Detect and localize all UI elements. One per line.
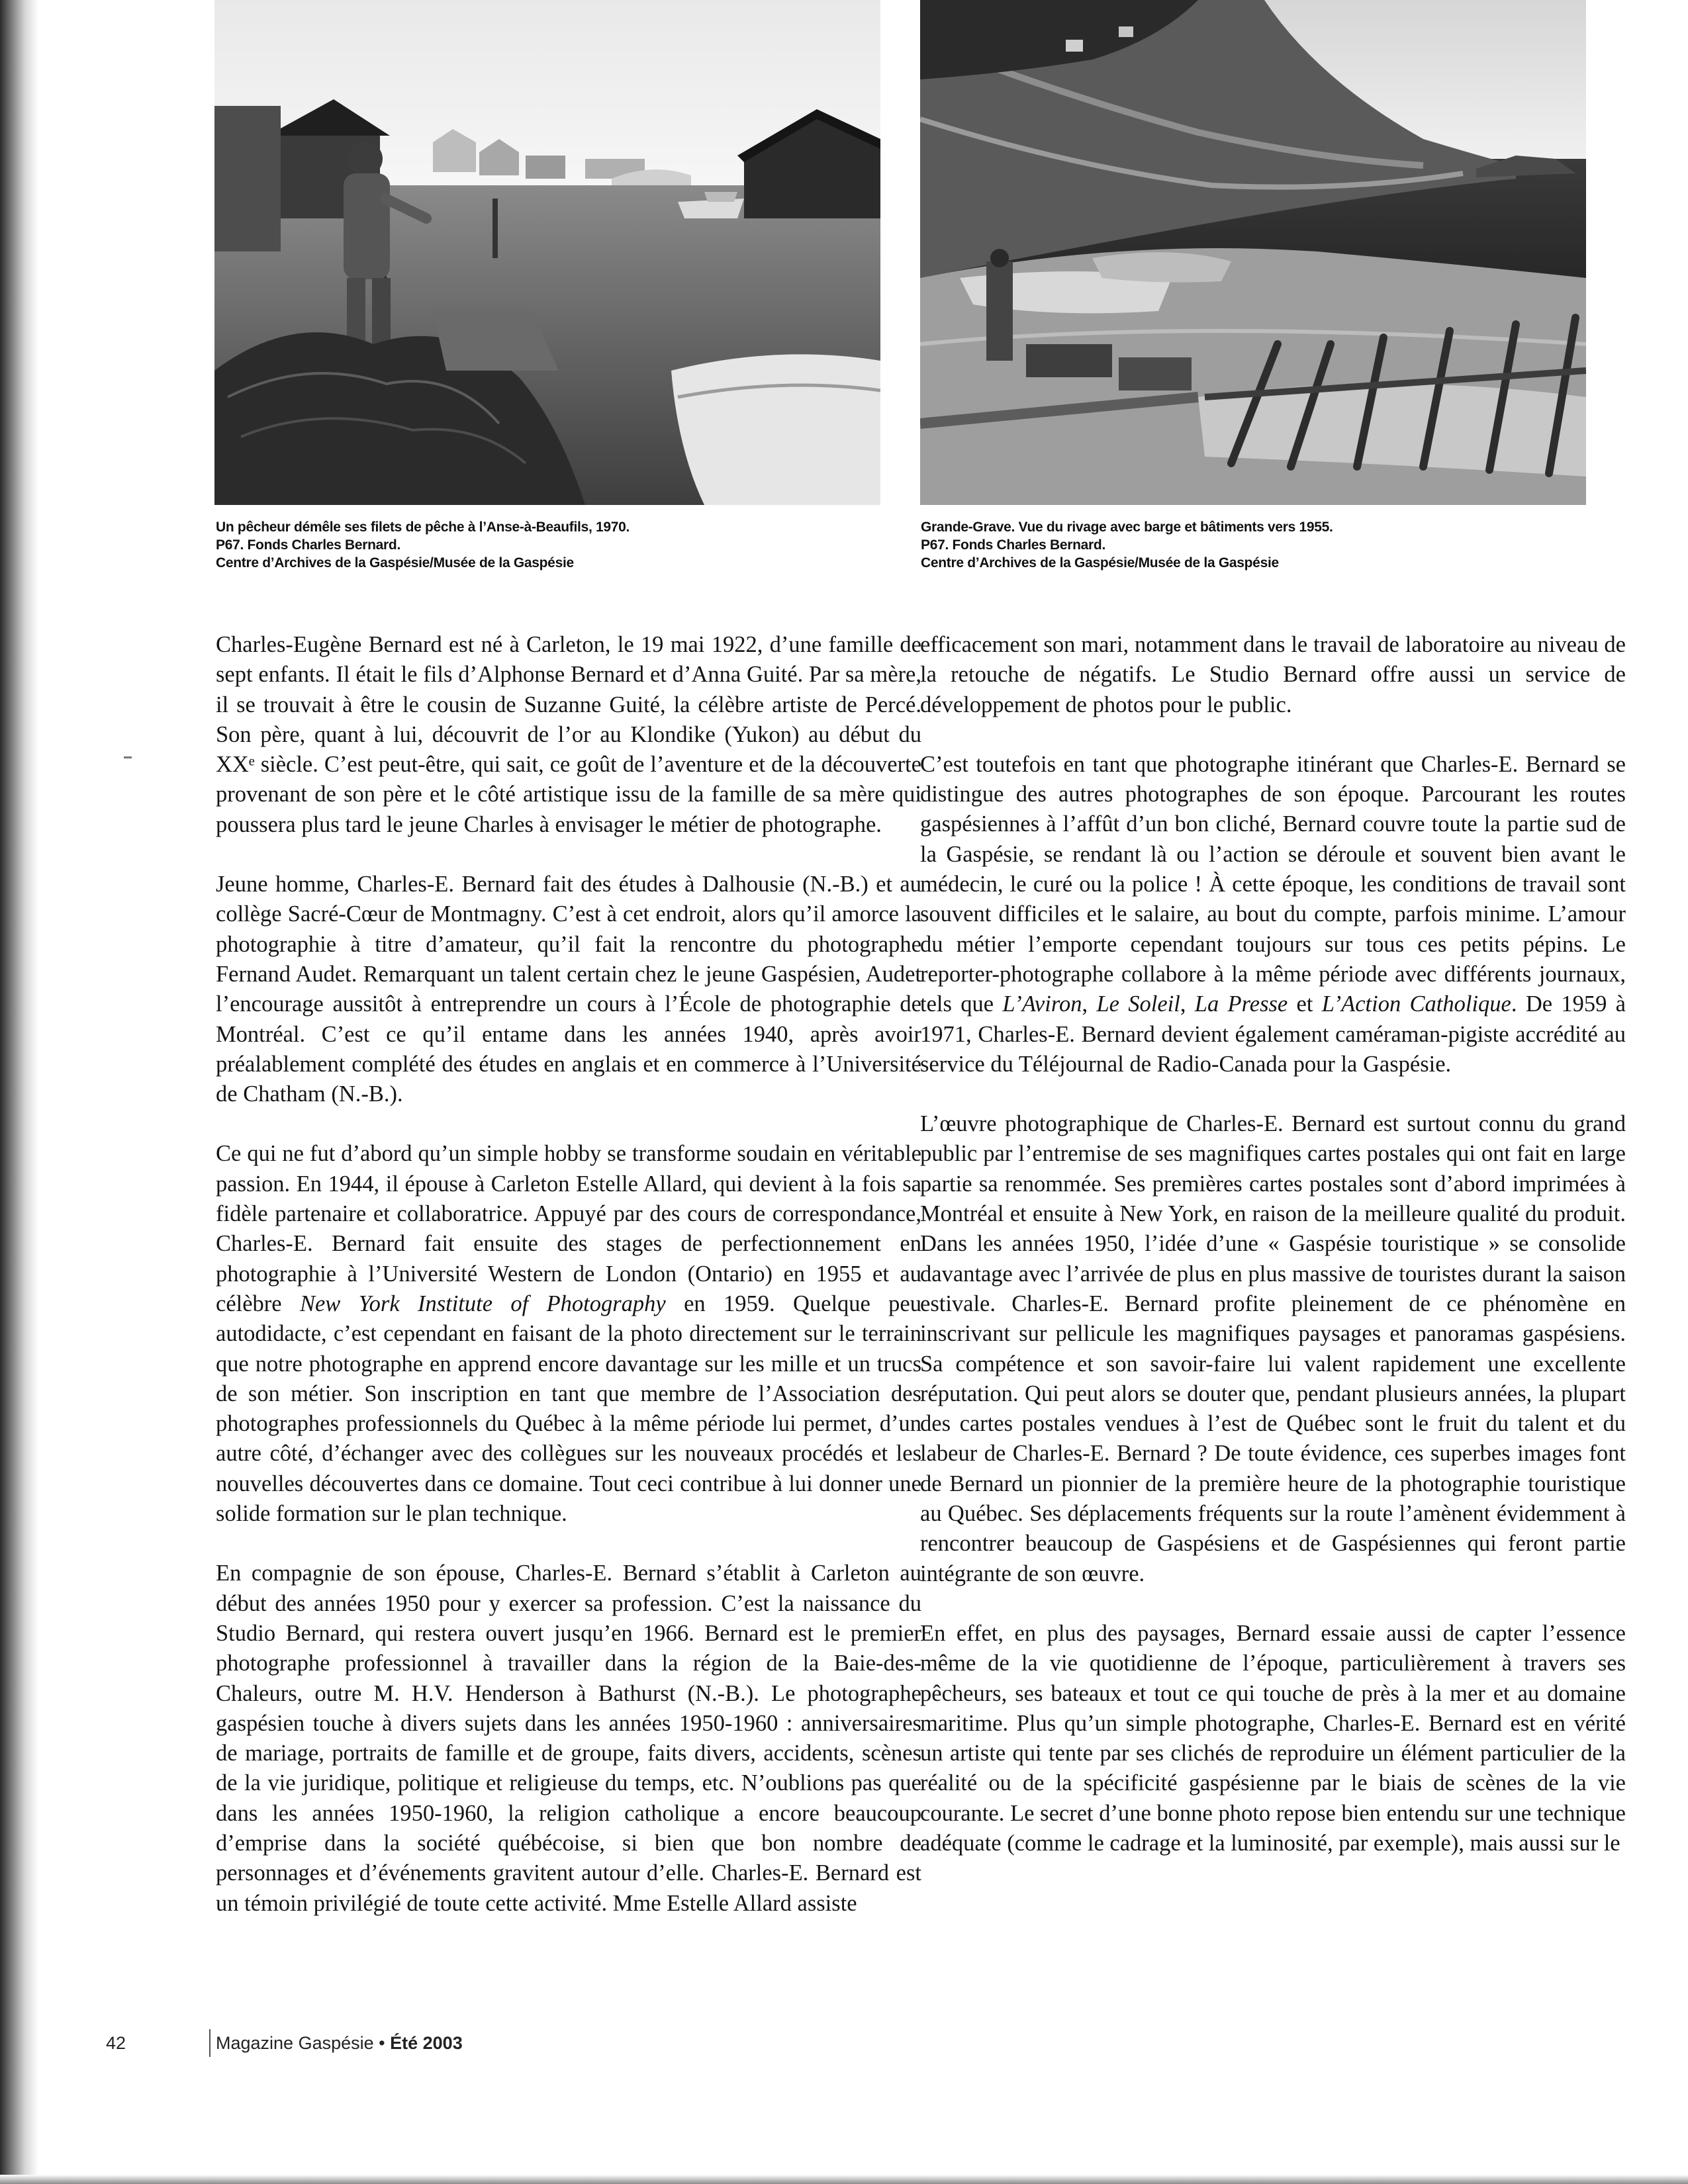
paragraph-text: en 1959. Quelque peu autodidacte, c’est cependant en faisant de la photo directement sur le terrain que notre photographe en apprend encore davantage sur les mille et un trucs de son métier. Son inscription en tant que membre de l’Association des photographes professionnels du Québec à la même période lui permet, d’un autre côté, d’échanger avec des collègues sur les nouveaux procédés et les nouvelles découvertes dans ce domaine. Tout ceci contribue à lui donner une solide formation sur le plan technique. [216, 1291, 921, 1527]
page-edge-shadow [0, 0, 38, 2184]
separator: , [1082, 991, 1097, 1017]
article-paragraph [920, 750, 1626, 1079]
photo-caption-left [216, 518, 878, 572]
institute-title: New York Institute of Photography [299, 1291, 666, 1316]
caption-right-line3: Centre d’Archives de la Gaspésie/Musée de la Gaspésie [921, 555, 1279, 570]
page-bottom-edge [0, 2175, 1688, 2184]
newspaper-title: Le Soleil [1096, 991, 1180, 1017]
caption-left-line3: Centre d’Archives de la Gaspésie/Musée de la Gaspésie [216, 555, 574, 570]
caption-left-line1: Un pêcheur démêle ses filets de pêche à l’Anse-à-Beaufils, 1970. [216, 520, 630, 535]
magazine-name: Magazine Gaspésie [216, 2033, 374, 2053]
separator: , [1180, 991, 1195, 1017]
article-paragraph: efficacement son mari, notamment dans le travail de laboratoire au niveau de la retouche de négatifs. Le Studio Bernard offre aussi un service de développement de photos pour le public. [920, 632, 1626, 717]
caption-left-line2: P67. Fonds Charles Bernard. [216, 537, 400, 553]
photo-grande-grave-shore [920, 0, 1586, 505]
article-paragraph: L’œuvre photographique de Charles-E. Bernard est surtout connu du grand public par l’entremise de ses magnifiques cartes postales qui ont fait en large partie sa renommée. Ses premières cartes postales sont d’abord imprimées à Montréal et ensuite à New York, en raison de la meilleure qualité du produit. Dans les années 1950, l’idée d’une « Gaspésie touristique » se consolide davantage avec l’arrivée de plus en plus massive de touristes durant la saison estivale. Charles-E. Bernard profite pleinement de ce phénomène en inscrivant sur pellicule les magnifiques paysages et panoramas gaspésiens. Sa compétence et son savoir-faire lui valent rapidement une excellente réputation. Qui peut alors se douter que, pendant plusieurs années, la plupart des cartes postales vendues à l’est de Québec sont le fruit du talent et du labeur de Charles-E. Bernard ? De toute évidence, ces superbes images font de Bernard un pionnier de la première heure de la photographie touristique au Québec. Ses déplacements fréquents sur la route l’amènent évidemment à rencontrer beaucoup de Gaspésiens et de Gaspésiennes qui feront partie intégrante de son œuvre. [920, 1111, 1626, 1586]
issue-label: Été 2003 [390, 2033, 463, 2053]
article-paragraph: Charles-Eugène Bernard est né à Carleton, le 19 mai 1922, d’une famille de sept enfants. Il était le fils d’Alphonse Bernard et d’Anna Guité. Par sa mère, il se trouvait à être le cousin de Suzanne Guité, la célèbre artiste de Percé. Son père, quant à lui, découvrit de l’or au Klondike (Yukon) au début du XXᵉ siècle. C’est peut-être, qui sait, ce goût de l’aventure et de la découverte provenant de son père et le côté artistique issu de la famille de sa mère qui poussera plus tard le jeune Charles à envisager le métier de photographe. [216, 632, 921, 837]
separator: et [1288, 991, 1322, 1017]
photo-fisherman-harbour [214, 0, 880, 505]
newspaper-title: L’Action Catholique [1321, 991, 1511, 1017]
photo-caption-right [921, 518, 1583, 572]
caption-right-line1: Grande-Grave. Vue du rivage avec barge et bâtiments vers 1955. [921, 520, 1333, 535]
paragraph-text: . De 1959 à 1971, Charles-E. Bernard devient également caméraman-pigiste accrédité au service du Téléjournal de Radio-Canada pour la Gaspésie. [920, 991, 1626, 1077]
newspaper-title: L’Aviron [1002, 991, 1082, 1017]
article-column-right [920, 630, 1626, 1888]
margin-mark [124, 756, 132, 758]
footer-divider [209, 2029, 211, 2057]
page-number: 42 [106, 2033, 126, 2053]
article-column-left [216, 630, 921, 1948]
footer-bullet: • [379, 2033, 385, 2053]
article-paragraph: Jeune homme, Charles-E. Bernard fait des études à Dalhousie (N.-B.) et au collège Sacré-Cœur de Montmagny. C’est à cet endroit, alors qu’il amorce la photographie à titre d’amateur, qu’il fait la rencontre du photographe Fernand Audet. Remarquant un talent certain chez le jeune Gaspésien, Audet l’encourage aussitôt à entreprendre un cours à l’École de photographie de Montréal. C’est ce qu’il entame dans les années 1940, après avoir préalablement complété des études en anglais et en commerce à l’Université de Chatham (N.-B.). [216, 872, 921, 1107]
article-paragraph: En effet, en plus des paysages, Bernard essaie aussi de capter l’essence même de la vie quotidienne de l’époque, particulièrement à travers ses pêcheurs, ses bateaux et tout ce qui touche de près à la mer et au domaine maritime. Plus qu’un simple photographe, Charles-E. Bernard est en vérité un artiste qui tente par ses clichés de reproduire un élément particulier de la réalité ou de la spécificité gaspésienne par le biais de scènes de la vie courante. Le secret d’une bonne photo repose bien entendu sur une technique adéquate (comme le cadrage et la luminosité, par exemple), mais aussi sur le [920, 1620, 1626, 1856]
caption-right-line2: P67. Fonds Charles Bernard. [921, 537, 1105, 553]
article-paragraph: En compagnie de son épouse, Charles-E. Bernard s’établit à Carleton au début des années 1950 pour y exercer sa profession. C’est la naissance du Studio Bernard, qui restera ouvert jusqu’en 1966. Bernard est le premier photographe professionnel à travailler dans la région de la Baie-des-Chaleurs, outre M. H.V. Henderson à Bathurst (N.-B.). Le photographe gaspésien touche à divers sujets dans les années 1950-1960 : anniversaires de mariage, portraits de famille et de groupe, faits divers, accidents, scènes de la vie juridique, politique et religieuse du temps, etc. N’oublions pas que dans les années 1950-1960, la religion catholique a encore beaucoup d’emprise dans la société québécoise, si bien que bon nombre de personnages et d’événements gravitent autour d’elle. Charles-E. Bernard est un témoin privilégié de toute cette activité. Mme Estelle Allard assiste [216, 1561, 921, 1916]
article-paragraph [216, 1139, 921, 1529]
newspaper-title: La Presse [1194, 991, 1288, 1017]
footer-publication [216, 2033, 463, 2054]
paragraph-text: C’est toutefois en tant que photographe itinérant que Charles-E. Bernard se distingue des autres photographes de son époque. Parcourant les routes gaspésiennes à l’affût d’un bon cliché, Bernard couvre toute la partie sud de la Gaspésie, se rendant là ou l’action se déroule et souvent bien avant le médecin, le curé ou la police ! À cette époque, les conditions de travail sont souvent difficiles et le salaire, au bout du compte, parfois minime. L’amour du métier l’emporte cependant toujours sur tous ces petits pépins. Le reporter-photographe collabore à la même période avec différents journaux, tels que [920, 751, 1626, 1017]
paragraph-text: Ce qui ne fut d’abord qu’un simple hobby se transforme soudain en véritable passion. En 1944, il épouse à Carleton Estelle Allard, qui devient à la fois sa fidèle partenaire et collaboratrice. Appuyé par des cours de correspondance, Charles-E. Bernard fait ensuite des stages de perfectionnement en photographie à l’Université Western de London (Ontario) en 1955 et au célèbre [216, 1141, 921, 1316]
